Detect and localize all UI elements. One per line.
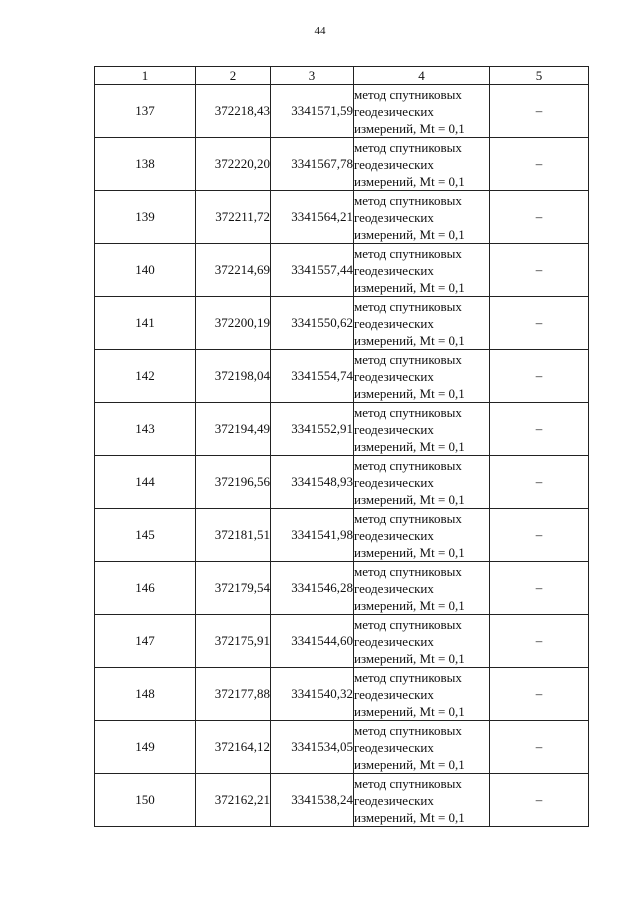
- method-line: геодезических: [354, 580, 434, 596]
- method-line: измерений, Mt = 0,1: [354, 226, 465, 242]
- point-number-cell: 142: [95, 350, 196, 403]
- method-line: метод спутниковых: [354, 192, 462, 208]
- method-line: геодезических: [354, 103, 434, 119]
- x-coordinate-cell: 372175,91: [196, 615, 271, 668]
- method-line: измерений, Mt = 0,1: [354, 756, 465, 772]
- header-cell-2: 2: [196, 67, 271, 85]
- method-line: геодезических: [354, 209, 434, 225]
- y-coordinate-cell: 3341550,62: [271, 297, 354, 350]
- method-line: метод спутниковых: [354, 245, 462, 261]
- point-number-cell: 140: [95, 244, 196, 297]
- method-cell: [354, 562, 490, 615]
- header-cell-4: 4: [354, 67, 490, 85]
- method-line: измерений, Mt = 0,1: [354, 491, 465, 507]
- method-line: измерений, Mt = 0,1: [354, 438, 465, 454]
- method-line: измерений, Mt = 0,1: [354, 385, 465, 401]
- method-line: метод спутниковых: [354, 86, 462, 102]
- note-cell: –: [490, 244, 589, 297]
- table-row: [95, 244, 589, 297]
- y-coordinate-cell: 3341564,21: [271, 191, 354, 244]
- method-cell: [354, 191, 490, 244]
- method-line: геодезических: [354, 527, 434, 543]
- method-line: метод спутниковых: [354, 722, 462, 738]
- method-line: измерений, Mt = 0,1: [354, 650, 465, 666]
- note-cell: –: [490, 562, 589, 615]
- point-number-cell: 150: [95, 774, 196, 827]
- method-cell: [354, 297, 490, 350]
- method-line: метод спутниковых: [354, 563, 462, 579]
- y-coordinate-cell: 3341540,32: [271, 668, 354, 721]
- table-row: [95, 297, 589, 350]
- point-number-cell: 143: [95, 403, 196, 456]
- y-coordinate-cell: 3341534,05: [271, 721, 354, 774]
- x-coordinate-cell: 372164,12: [196, 721, 271, 774]
- y-coordinate-cell: 3341544,60: [271, 615, 354, 668]
- point-number-cell: 146: [95, 562, 196, 615]
- method-line: метод спутниковых: [354, 775, 462, 791]
- note-cell: –: [490, 403, 589, 456]
- y-coordinate-cell: 3341541,98: [271, 509, 354, 562]
- method-line: метод спутниковых: [354, 139, 462, 155]
- point-number-cell: 148: [95, 668, 196, 721]
- table-row: [95, 721, 589, 774]
- x-coordinate-cell: 372200,19: [196, 297, 271, 350]
- table-row: [95, 350, 589, 403]
- note-cell: –: [490, 191, 589, 244]
- table-row: [95, 509, 589, 562]
- method-line: измерений, Mt = 0,1: [354, 173, 465, 189]
- x-coordinate-cell: 372218,43: [196, 85, 271, 138]
- x-coordinate-cell: 372179,54: [196, 562, 271, 615]
- table-row: [95, 668, 589, 721]
- method-line: метод спутниковых: [354, 351, 462, 367]
- table-header: [95, 67, 589, 85]
- x-coordinate-cell: 372181,51: [196, 509, 271, 562]
- note-cell: –: [490, 85, 589, 138]
- table-row: [95, 456, 589, 509]
- method-line: измерений, Mt = 0,1: [354, 544, 465, 560]
- method-cell: [354, 509, 490, 562]
- method-line: геодезических: [354, 792, 434, 808]
- point-number-cell: 137: [95, 85, 196, 138]
- method-line: геодезических: [354, 315, 434, 331]
- header-cell-5: 5: [490, 67, 589, 85]
- method-line: измерений, Mt = 0,1: [354, 120, 465, 136]
- point-number-cell: 138: [95, 138, 196, 191]
- method-cell: [354, 774, 490, 827]
- method-line: геодезических: [354, 686, 434, 702]
- header-cell-1: 1: [95, 67, 196, 85]
- method-line: метод спутниковых: [354, 616, 462, 632]
- method-line: метод спутниковых: [354, 298, 462, 314]
- table-row: [95, 403, 589, 456]
- x-coordinate-cell: 372211,72: [196, 191, 271, 244]
- method-line: метод спутниковых: [354, 669, 462, 685]
- method-line: геодезических: [354, 262, 434, 278]
- method-line: метод спутниковых: [354, 457, 462, 473]
- point-number-cell: 144: [95, 456, 196, 509]
- coordinates-table: [94, 66, 589, 827]
- method-line: измерений, Mt = 0,1: [354, 809, 465, 825]
- table-row: [95, 191, 589, 244]
- header-row: [95, 67, 589, 85]
- method-cell: [354, 244, 490, 297]
- note-cell: –: [490, 350, 589, 403]
- note-cell: –: [490, 138, 589, 191]
- point-number-cell: 149: [95, 721, 196, 774]
- y-coordinate-cell: 3341567,78: [271, 138, 354, 191]
- point-number-cell: 147: [95, 615, 196, 668]
- y-coordinate-cell: 3341538,24: [271, 774, 354, 827]
- method-cell: [354, 668, 490, 721]
- method-cell: [354, 615, 490, 668]
- y-coordinate-cell: 3341548,93: [271, 456, 354, 509]
- point-number-cell: 139: [95, 191, 196, 244]
- table-row: [95, 615, 589, 668]
- method-line: измерений, Mt = 0,1: [354, 597, 465, 613]
- table-row: [95, 562, 589, 615]
- x-coordinate-cell: 372198,04: [196, 350, 271, 403]
- x-coordinate-cell: 372194,49: [196, 403, 271, 456]
- y-coordinate-cell: 3341571,59: [271, 85, 354, 138]
- method-line: геодезических: [354, 368, 434, 384]
- table-row: [95, 774, 589, 827]
- point-number-cell: 141: [95, 297, 196, 350]
- method-line: геодезических: [354, 474, 434, 490]
- method-line: геодезических: [354, 739, 434, 755]
- method-line: геодезических: [354, 156, 434, 172]
- method-cell: [354, 721, 490, 774]
- table-row: [95, 138, 589, 191]
- y-coordinate-cell: 3341546,28: [271, 562, 354, 615]
- table-row: [95, 85, 589, 138]
- point-number-cell: 145: [95, 509, 196, 562]
- note-cell: –: [490, 297, 589, 350]
- method-cell: [354, 403, 490, 456]
- note-cell: –: [490, 668, 589, 721]
- method-cell: [354, 138, 490, 191]
- x-coordinate-cell: 372220,20: [196, 138, 271, 191]
- page-number: 44: [314, 25, 326, 37]
- method-cell: [354, 456, 490, 509]
- method-line: метод спутниковых: [354, 404, 462, 420]
- y-coordinate-cell: 3341557,44: [271, 244, 354, 297]
- x-coordinate-cell: 372196,56: [196, 456, 271, 509]
- table-body: [95, 85, 589, 827]
- y-coordinate-cell: 3341554,74: [271, 350, 354, 403]
- note-cell: –: [490, 509, 589, 562]
- method-line: измерений, Mt = 0,1: [354, 332, 465, 348]
- x-coordinate-cell: 372214,69: [196, 244, 271, 297]
- note-cell: –: [490, 615, 589, 668]
- method-line: метод спутниковых: [354, 510, 462, 526]
- y-coordinate-cell: 3341552,91: [271, 403, 354, 456]
- note-cell: –: [490, 456, 589, 509]
- method-line: измерений, Mt = 0,1: [354, 703, 465, 719]
- header-cell-3: 3: [271, 67, 354, 85]
- x-coordinate-cell: 372162,21: [196, 774, 271, 827]
- method-line: геодезических: [354, 421, 434, 437]
- method-line: измерений, Mt = 0,1: [354, 279, 465, 295]
- method-cell: [354, 85, 490, 138]
- method-line: геодезических: [354, 633, 434, 649]
- x-coordinate-cell: 372177,88: [196, 668, 271, 721]
- note-cell: –: [490, 721, 589, 774]
- method-cell: [354, 350, 490, 403]
- note-cell: –: [490, 774, 589, 827]
